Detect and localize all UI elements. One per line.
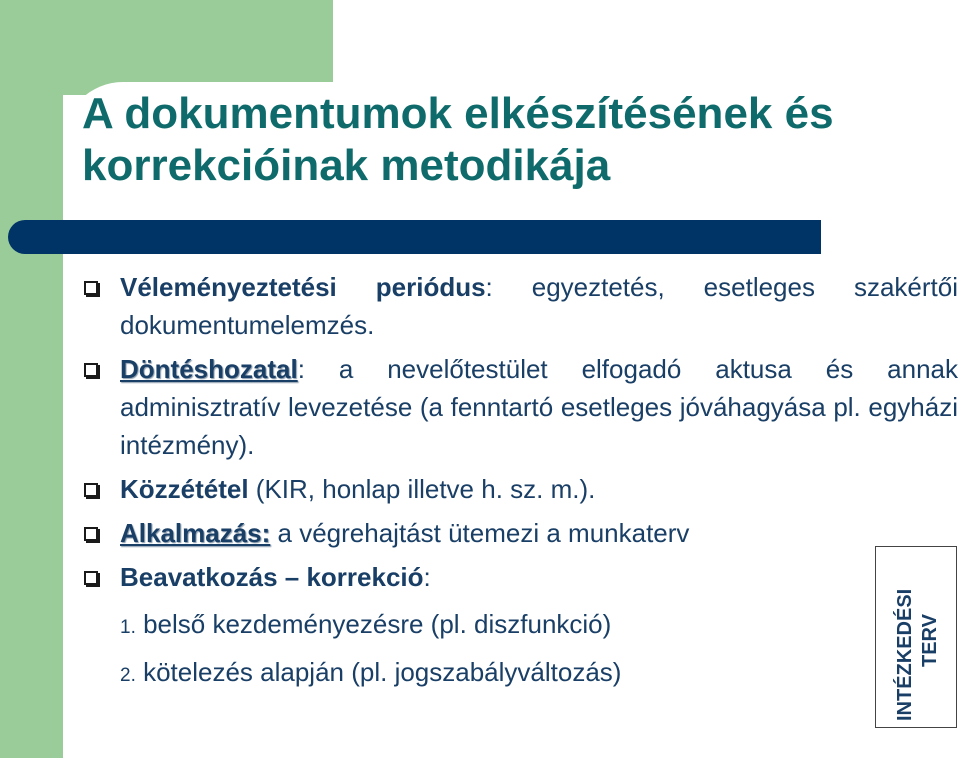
title-divider-bar <box>8 220 821 254</box>
item-term: Véleményeztetési periódus <box>120 272 486 302</box>
item-term: Döntéshozatal <box>120 354 298 384</box>
numbered-item-text: kötelezés alapján (pl. jogszabályváltozás) <box>135 657 622 687</box>
item-term: Alkalmazás: <box>120 518 271 548</box>
checkbox-bullet-icon <box>84 571 98 585</box>
numbered-item-text: belső kezdeményezésre (pl. diszfunkció) <box>135 609 612 639</box>
slide-title-line-1: A dokumentumok elkészítésének és <box>82 89 834 138</box>
item-term: Beavatkozás – korrekció <box>120 562 424 592</box>
checkbox-bullet-icon <box>84 281 98 295</box>
numbered-item-number: 2. <box>120 665 136 686</box>
list-item-alkalmazas <box>82 514 958 552</box>
item-text: : egyeztetés, esetleges szakértői dokumentumelemzés. <box>120 272 958 340</box>
numbered-item-number: 1. <box>120 617 136 638</box>
item-text: : a nevelőtestület elfogadó aktusa és annak adminisztratív levezetése (a fenntartó esetleges jóváhagyása pl. egyházi intézmény). <box>120 354 958 460</box>
list-item-donteshozatal <box>82 350 958 464</box>
slide-title <box>82 88 952 192</box>
box-label-line-2: TERV <box>919 614 941 667</box>
green-accent-left <box>0 0 63 758</box>
item-text: : <box>423 562 431 592</box>
slide-title-line-2: korrekcióinak metodikája <box>82 141 611 190</box>
item-text: a végrehajtást ütemezi a munkaterv <box>270 518 690 548</box>
checkbox-bullet-icon <box>84 363 98 377</box>
box-label-line-1: INTÉZKEDÉSI <box>894 588 916 721</box>
numbered-item-2 <box>82 650 958 698</box>
list-item-velemenyeztetes <box>82 268 958 344</box>
checkbox-bullet-icon <box>84 527 98 541</box>
item-term: Közzététel <box>120 474 249 504</box>
intezkedesi-terv-box <box>875 546 957 728</box>
numbered-item-1 <box>82 602 958 650</box>
bullet-list <box>82 268 958 698</box>
list-item-kozzetetel <box>82 470 958 508</box>
item-text: (KIR, honlap illetve h. sz. m.). <box>248 474 596 504</box>
list-item-beavatkozas <box>82 558 958 596</box>
checkbox-bullet-icon <box>84 483 98 497</box>
